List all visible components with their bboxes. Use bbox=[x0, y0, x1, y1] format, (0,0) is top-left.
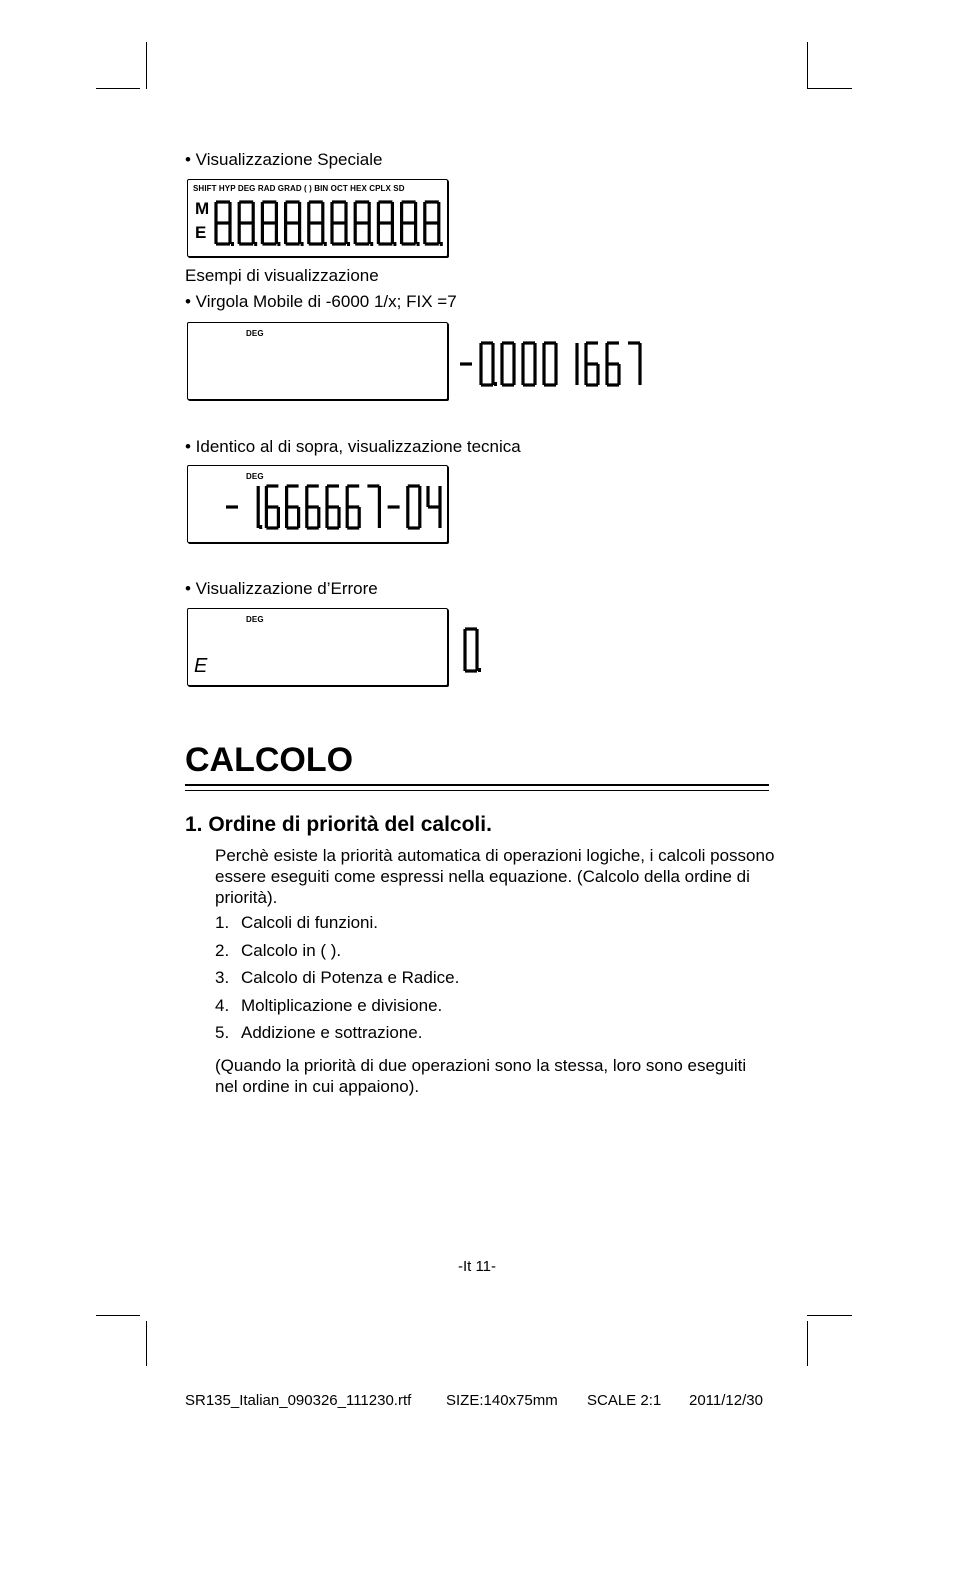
footer-size: SIZE:140x75mm bbox=[446, 1392, 558, 1409]
priority-list bbox=[215, 913, 459, 1051]
lcd-eng-digits bbox=[194, 480, 444, 540]
crop-mark bbox=[807, 42, 808, 89]
list-item: 2. Calcolo in ( ). bbox=[215, 940, 342, 960]
lcd-indicators: SHIFT HYP DEG RAD GRAD ( ) BIN OCT HEX CPLX SD bbox=[193, 184, 405, 193]
list-item: 4. Moltiplicazione e divisione. bbox=[215, 995, 443, 1015]
label-special-display: • Visualizzazione Speciale bbox=[185, 150, 383, 169]
lcd-engineering bbox=[187, 465, 448, 543]
subsection-heading: 1. Ordine di priorità del calcoli. bbox=[185, 813, 492, 836]
crop-mark bbox=[96, 88, 140, 89]
note-paragraph: (Quando la priorità di due operazioni sono la stessa, loro sono eseguiti nel ordine in cui appaiono). bbox=[215, 1056, 747, 1096]
lcd-float bbox=[187, 322, 448, 400]
lcd-error-digits bbox=[443, 623, 483, 683]
title-rule-thin bbox=[185, 790, 769, 791]
lcd-deg-indicator: DEG bbox=[246, 329, 264, 338]
lcd-mark-e: E bbox=[195, 223, 207, 242]
list-item: 3. Calcolo di Potenza e Radice. bbox=[215, 968, 460, 987]
list-item: 1. Calcoli di funzioni. bbox=[215, 913, 379, 932]
crop-mark bbox=[807, 1321, 808, 1366]
crop-mark bbox=[146, 42, 147, 89]
lcd-mark-m: M bbox=[195, 199, 210, 218]
label-float-example: • Virgola Mobile di -6000 1/x; FIX =7 bbox=[185, 292, 457, 311]
footer-date: 2011/12/30 bbox=[689, 1392, 763, 1409]
lcd-error bbox=[187, 608, 448, 686]
footer-scale: SCALE 2:1 bbox=[587, 1392, 662, 1409]
label-error-example: • Visualizzazione d’Errore bbox=[185, 579, 378, 598]
label-examples: Esempi di visualizzazione bbox=[185, 266, 379, 285]
list-item: 5. Addizione e sottrazione. bbox=[215, 1023, 423, 1042]
page-number: -It 11- bbox=[457, 1258, 497, 1275]
title-rule bbox=[185, 784, 769, 786]
lcd-special bbox=[187, 179, 448, 257]
crop-mark bbox=[146, 1321, 147, 1366]
intro-paragraph: Perchè esiste la priorità automatica di operazioni logiche, i calcoli possono essere eseguiti come espressi nella equazione. (Calcolo della ordine di priorità). bbox=[215, 846, 775, 907]
section-title: CALCOLO bbox=[185, 741, 354, 779]
crop-mark bbox=[807, 88, 852, 89]
label-engineering-example: • Identico al di sopra, visualizzazione tecnica bbox=[185, 437, 521, 456]
crop-mark bbox=[96, 1315, 140, 1316]
lcd-float-digits bbox=[443, 337, 643, 397]
lcd-deg-indicator: DEG bbox=[246, 472, 264, 481]
lcd-special-digits bbox=[188, 180, 447, 256]
lcd-error-mark: E bbox=[194, 655, 208, 677]
lcd-deg-indicator: DEG bbox=[246, 615, 264, 624]
crop-mark bbox=[807, 1315, 852, 1316]
footer-filename: SR135_Italian_090326_111230.rtf bbox=[185, 1392, 412, 1409]
